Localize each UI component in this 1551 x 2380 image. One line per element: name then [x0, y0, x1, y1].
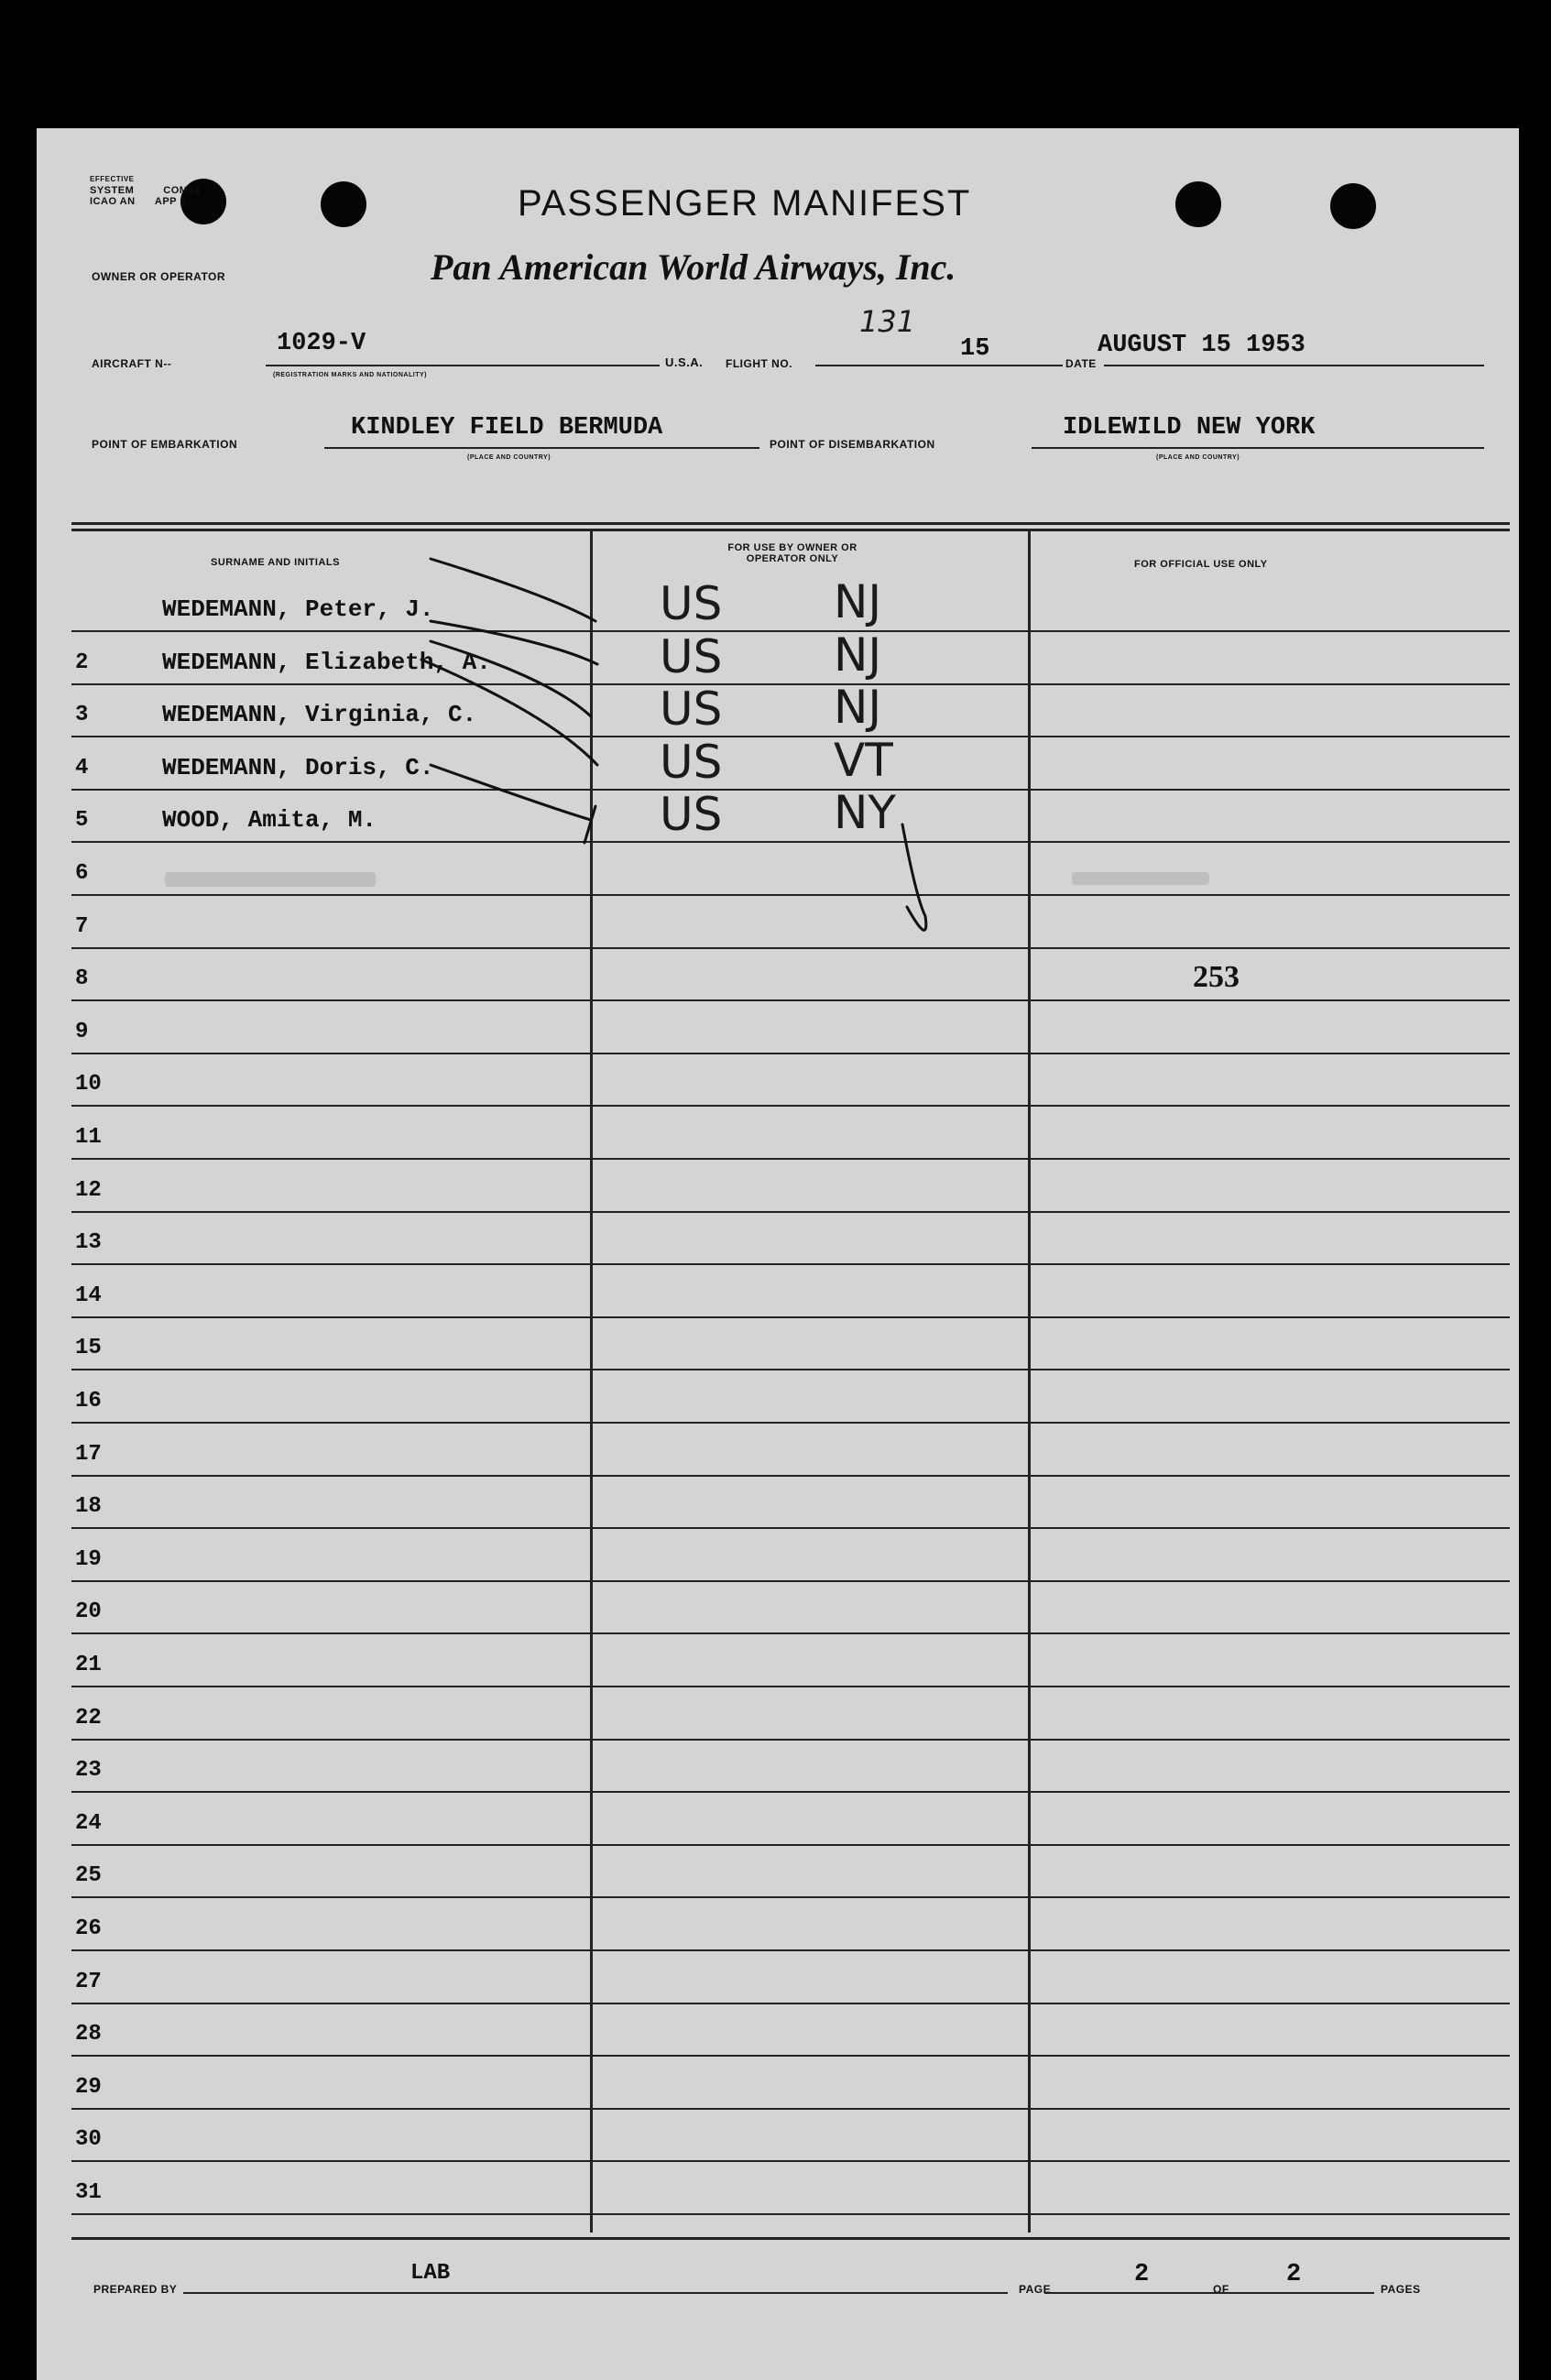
state-handwritten: NJ	[834, 575, 882, 628]
manifest-sheet	[37, 128, 1519, 2380]
flight-label: FLIGHT NO.	[726, 357, 792, 370]
pen-stroke	[584, 806, 595, 843]
aircraft-value: 1029-V	[277, 330, 366, 357]
official-note: 253	[1193, 960, 1240, 994]
nationality-handwritten: US	[660, 682, 723, 737]
row-number: 13	[75, 1230, 102, 1256]
page-title: PASSENGER MANIFEST	[518, 183, 972, 224]
aircraft-caption: (REGISTRATION MARKS AND NATIONALITY)	[273, 372, 427, 378]
nationality-handwritten: US	[660, 629, 723, 683]
row-number: 4	[75, 755, 89, 781]
row-rule	[71, 1949, 1510, 1951]
row-rule	[71, 1686, 1510, 1687]
embark-caption: (PLACE AND COUNTRY)	[467, 454, 552, 461]
passenger-name: WEDEMANN, Doris, C.	[162, 753, 434, 781]
state-handwritten: NJ	[834, 681, 882, 735]
row-rule	[71, 2108, 1510, 2110]
state-handwritten: NJ	[834, 628, 882, 682]
row-number: 19	[75, 1546, 102, 1572]
nationality-handwritten: US	[660, 577, 723, 630]
row-rule	[71, 2160, 1510, 2162]
row-number: 28	[75, 2022, 102, 2047]
column-header-owner: FOR USE BY OWNER OR OPERATOR ONLY	[727, 542, 857, 564]
usa-label: U.S.A.	[665, 355, 704, 369]
row-number: 23	[75, 1758, 102, 1784]
pen-stroke	[431, 621, 597, 664]
row-number: 10	[75, 1072, 102, 1097]
state-handwritten: NY	[834, 786, 896, 840]
row-rule	[71, 1527, 1510, 1529]
table-bottom-rule	[71, 2237, 1510, 2240]
disembark-label: POINT OF DISEMBARKATION	[770, 438, 935, 451]
flight-handwritten: 131	[859, 304, 916, 339]
row-rule	[71, 1896, 1510, 1898]
embark-value: KINDLEY FIELD BERMUDA	[351, 414, 663, 442]
airline-name: Pan American World Airways, Inc.	[431, 246, 956, 288]
prepared-by-value: LAB	[410, 2261, 451, 2286]
date-value: AUGUST 15 1953	[1098, 332, 1305, 359]
owner-label: OWNER OR OPERATOR	[92, 270, 226, 283]
row-number: 14	[75, 1283, 102, 1308]
row-rule	[71, 1422, 1510, 1424]
pages-label: PAGES	[1381, 2283, 1421, 2296]
row-rule	[71, 1475, 1510, 1477]
column-header-official: FOR OFFICIAL USE ONLY	[1134, 559, 1268, 570]
page-value: 2	[1134, 2261, 1150, 2288]
row-rule	[71, 1211, 1510, 1213]
passenger-name: WEDEMANN, Elizabeth, A.	[162, 648, 491, 676]
embark-label: POINT OF EMBARKATION	[92, 438, 238, 451]
disembark-caption: (PLACE AND COUNTRY)	[1156, 454, 1240, 461]
pen-stroke	[421, 660, 597, 765]
state-handwritten: VT	[834, 733, 893, 787]
row-rule	[71, 1739, 1510, 1741]
of-value: 2	[1286, 2261, 1302, 2288]
row-number: 20	[75, 1599, 102, 1625]
nationality-handwritten: US	[660, 788, 723, 842]
page-label: PAGE	[1019, 2283, 1052, 2296]
row-rule	[71, 2213, 1510, 2215]
row-number: 25	[75, 1863, 102, 1889]
passenger-name: WEDEMANN, Virginia, C.	[162, 701, 477, 729]
row-number: 30	[75, 2127, 102, 2153]
row-number: 5	[75, 808, 89, 834]
row-number: 18	[75, 1494, 102, 1520]
page-underline	[1044, 2292, 1374, 2294]
row-rule	[71, 1791, 1510, 1793]
row-rule	[71, 2055, 1510, 2057]
form-ref-line: ICAO AN APP 2	[90, 196, 186, 207]
row-number: 9	[75, 1019, 89, 1044]
flight-value: 15	[960, 335, 990, 363]
row-number: 8	[75, 966, 89, 992]
row-number: 29	[75, 2074, 102, 2100]
row-number: 17	[75, 1441, 102, 1467]
prepared-by-label: PREPARED BY	[93, 2283, 178, 2296]
row-number: 16	[75, 1389, 102, 1414]
disembark-value: IDLEWILD NEW YORK	[1063, 414, 1316, 442]
row-rule	[71, 2003, 1510, 2004]
handwriting-strokes	[37, 128, 1519, 1090]
form-ref-line: SYSTEM COM14	[90, 185, 201, 196]
row-number: 6	[75, 861, 89, 886]
row-number: 31	[75, 2180, 102, 2205]
row-number: 11	[75, 1125, 102, 1150]
pen-stroke	[431, 559, 595, 621]
nationality-handwritten: US	[660, 735, 723, 789]
row-number: 21	[75, 1653, 102, 1677]
row-rule	[71, 1158, 1510, 1160]
row-number: 2	[75, 650, 89, 675]
row-rule	[71, 1844, 1510, 1846]
row-number: 3	[75, 703, 89, 728]
pen-stroke	[902, 824, 926, 930]
row-number: 24	[75, 1810, 102, 1836]
row-number: 12	[75, 1177, 102, 1203]
aircraft-label: AIRCRAFT N--	[92, 357, 172, 370]
row-rule	[71, 1580, 1510, 1582]
passenger-name: WOOD, Amita, M.	[162, 806, 377, 835]
row-rule	[71, 1369, 1510, 1370]
row-rule	[71, 1105, 1510, 1107]
row-number: 22	[75, 1705, 102, 1730]
row-number: 7	[75, 913, 89, 939]
pen-stroke	[431, 765, 591, 820]
row-number: 15	[75, 1336, 102, 1361]
row-number: 26	[75, 1916, 102, 1941]
of-label: OF	[1213, 2283, 1229, 2296]
column-header-surname: SURNAME AND INITIALS	[211, 557, 340, 568]
row-rule	[71, 1632, 1510, 1634]
form-ref-line: EFFECTIVE	[90, 175, 135, 183]
date-label: DATE	[1065, 357, 1097, 370]
passenger-name: WEDEMANN, Peter, J.	[162, 595, 434, 623]
row-number: 27	[75, 1969, 102, 1994]
prepared-underline	[183, 2292, 1008, 2294]
row-rule	[71, 1316, 1510, 1318]
row-rule	[71, 1263, 1510, 1265]
